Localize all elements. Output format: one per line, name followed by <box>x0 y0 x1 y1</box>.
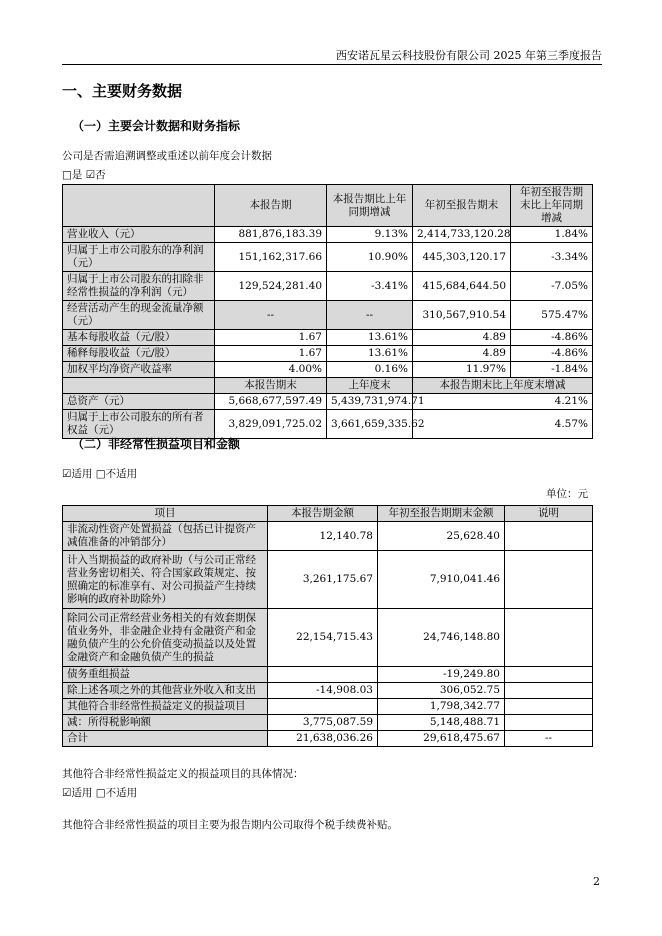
cell-value: 1.67 <box>215 330 327 346</box>
row-label: 归属于上市公司股东的所有者权益（元） <box>63 410 215 439</box>
cell-value: 129,524,281.40 <box>215 272 327 301</box>
cell-note <box>505 667 593 683</box>
cell-note <box>505 522 593 551</box>
cell-value: 3,775,087.59 <box>268 715 378 731</box>
page-header: 西安诺瓦星云科技股份有限公司 2025 年第三季度报告 <box>336 49 602 62</box>
cell-value: 5,439,731,974.71 <box>327 394 413 410</box>
row-label: 其他符合非经常性损益定义的损益项目 <box>63 699 268 715</box>
table-row <box>63 330 593 346</box>
cell-value: 310,567,910.54 <box>413 301 511 330</box>
t1-header: 本报告期 <box>215 185 327 227</box>
cell-value: -3.41% <box>327 272 413 301</box>
cell-value: 415,684,644.50 <box>413 272 511 301</box>
cell-value <box>268 667 378 683</box>
applicable-status: ☑适用 □不适用 <box>62 468 138 480</box>
cell-value: 4.21% <box>413 394 593 410</box>
t2-header: 项目 <box>63 506 268 522</box>
subsection-title: （二）非经常性损益项目和金额 <box>72 437 241 451</box>
t1-header2: 上年度末 <box>327 378 413 394</box>
cell-value: 24,746,148.80 <box>378 609 505 667</box>
cell-note: -- <box>505 731 593 747</box>
cell-value: 881,876,183.39 <box>215 227 327 243</box>
table-row <box>63 609 593 667</box>
cell-value: 5,668,677,597.49 <box>215 394 327 410</box>
t1-header2: 本报告期末比上年度末增减 <box>413 378 593 394</box>
table-row <box>63 667 593 683</box>
subsection-title: （一）主要会计数据和财务指标 <box>72 119 241 133</box>
cell-note <box>505 715 593 731</box>
t1-header: 本报告期比上年同期增减 <box>327 185 413 227</box>
nonrecurring-items-table <box>62 505 593 747</box>
row-label: 归属于上市公司股东的净利润（元） <box>63 243 215 272</box>
row-label: 基本每股收益（元/股） <box>63 330 215 346</box>
table-row <box>63 522 593 551</box>
row-label: 营业收入（元） <box>63 227 215 243</box>
cell-value: -7.05% <box>511 272 593 301</box>
table-row <box>63 731 593 747</box>
cell-value: 12,140.78 <box>268 522 378 551</box>
cell-value: 4.89 <box>413 330 511 346</box>
cell-value: -4.86% <box>511 330 593 346</box>
table-row <box>63 394 593 410</box>
table-row <box>63 301 593 330</box>
table-row <box>63 551 593 609</box>
cell-value: 3,261,175.67 <box>268 551 378 609</box>
t2-header: 本报告期金额 <box>268 506 378 522</box>
cell-value: -19,249.80 <box>378 667 505 683</box>
cell-value: 7,910,041.46 <box>378 551 505 609</box>
t2-header: 说明 <box>505 506 593 522</box>
cell-value <box>268 699 378 715</box>
cell-value: 5,148,488.71 <box>378 715 505 731</box>
cell-value: 4.89 <box>413 346 511 362</box>
row-label: 合计 <box>63 731 268 747</box>
row-label: 归属于上市公司股东的扣除非经常性损益的净利润（元） <box>63 272 215 301</box>
cell-note <box>505 683 593 699</box>
header-rule <box>62 64 602 65</box>
t2-header: 年初至报告期期末金额 <box>378 506 505 522</box>
restatement-question: 公司是否需追溯调整或重述以前年度会计数据 <box>62 150 272 162</box>
row-label: 总资产（元） <box>63 394 215 410</box>
t1-header2: 本报告期末 <box>215 378 327 394</box>
table-row <box>63 362 593 378</box>
row-label: 除上述各项之外的其他营业外收入和支出 <box>63 683 268 699</box>
cell-value: 13.61% <box>327 346 413 362</box>
t1-header-blank <box>63 185 215 227</box>
row-label: 经营活动产生的现金流量净额（元） <box>63 301 215 330</box>
table-row <box>63 699 593 715</box>
note-applicable: ☑适用 □不适用 <box>62 787 138 799</box>
table-row <box>63 227 593 243</box>
section-title: 一、主要财务数据 <box>62 82 183 100</box>
cell-value: -- <box>215 301 327 330</box>
t1-header: 年初至报告期末比上年同期增减 <box>511 185 593 227</box>
row-label: 减：所得税影响额 <box>63 715 268 731</box>
cell-value: 306,052.75 <box>378 683 505 699</box>
cell-value: 9.13% <box>327 227 413 243</box>
row-label: 除同公司正常经营业务相关的有效套期保值业务外，非金融企业持有金融资产和金融负债产生的公允价值变动损益以及处置金融资产和金融负债产生的损益 <box>63 609 268 667</box>
row-label: 计入当期损益的政府补助（与公司正常经营业务密切相关、符合国家政策规定、按照确定的标准享有、对公司损益产生持续影响的政府补助除外） <box>63 551 268 609</box>
row-label: 债务重组损益 <box>63 667 268 683</box>
cell-value: 4.00% <box>215 362 327 378</box>
note-line: 其他符合非经常性损益的项目主要为报告期内公司取得个税手续费补贴。 <box>62 819 398 831</box>
restatement-answer: □是 ☑否 <box>62 169 106 181</box>
cell-value: 22,154,715.43 <box>268 609 378 667</box>
cell-value: 21,638,036.26 <box>268 731 378 747</box>
row-label: 非流动性资产处置损益（包括已计提资产减值准备的冲销部分） <box>63 522 268 551</box>
table-row <box>63 272 593 301</box>
cell-value: 29,618,475.67 <box>378 731 505 747</box>
unit-label: 单位：元 <box>546 488 588 500</box>
table-row <box>63 346 593 362</box>
cell-value: 25,628.40 <box>378 522 505 551</box>
cell-value: 1.67 <box>215 346 327 362</box>
cell-value: 1,798,342.77 <box>378 699 505 715</box>
cell-value: 4.57% <box>413 410 593 439</box>
cell-value: 13.61% <box>327 330 413 346</box>
row-label: 加权平均净资产收益率 <box>63 362 215 378</box>
cell-value: -3.34% <box>511 243 593 272</box>
page-number: 2 <box>593 875 600 888</box>
cell-value: 1.84% <box>511 227 593 243</box>
t1-header: 年初至报告期末 <box>413 185 511 227</box>
cell-value: 0.16% <box>327 362 413 378</box>
cell-value: -14,908.03 <box>268 683 378 699</box>
cell-value: 3,661,659,335.62 <box>327 410 413 439</box>
cell-value: 10.90% <box>327 243 413 272</box>
cell-value: -1.84% <box>511 362 593 378</box>
t1-header2-blank <box>63 378 215 394</box>
table-row <box>63 715 593 731</box>
cell-value: 445,303,120.17 <box>413 243 511 272</box>
note-line: 其他符合非经常性损益定义的损益项目的具体情况： <box>62 768 304 780</box>
cell-value: 11.97% <box>413 362 511 378</box>
cell-note <box>505 699 593 715</box>
cell-value: 2,414,733,120.28 <box>413 227 511 243</box>
cell-value: 151,162,317.66 <box>215 243 327 272</box>
cell-value: -- <box>327 301 413 330</box>
row-label: 稀释每股收益（元/股） <box>63 346 215 362</box>
key-financials-table <box>62 184 593 439</box>
cell-note <box>505 551 593 609</box>
cell-value: 575.47% <box>511 301 593 330</box>
cell-value: 3,829,091,725.02 <box>215 410 327 439</box>
cell-note <box>505 609 593 667</box>
cell-value: -4.86% <box>511 346 593 362</box>
table-row <box>63 243 593 272</box>
table-row <box>63 683 593 699</box>
